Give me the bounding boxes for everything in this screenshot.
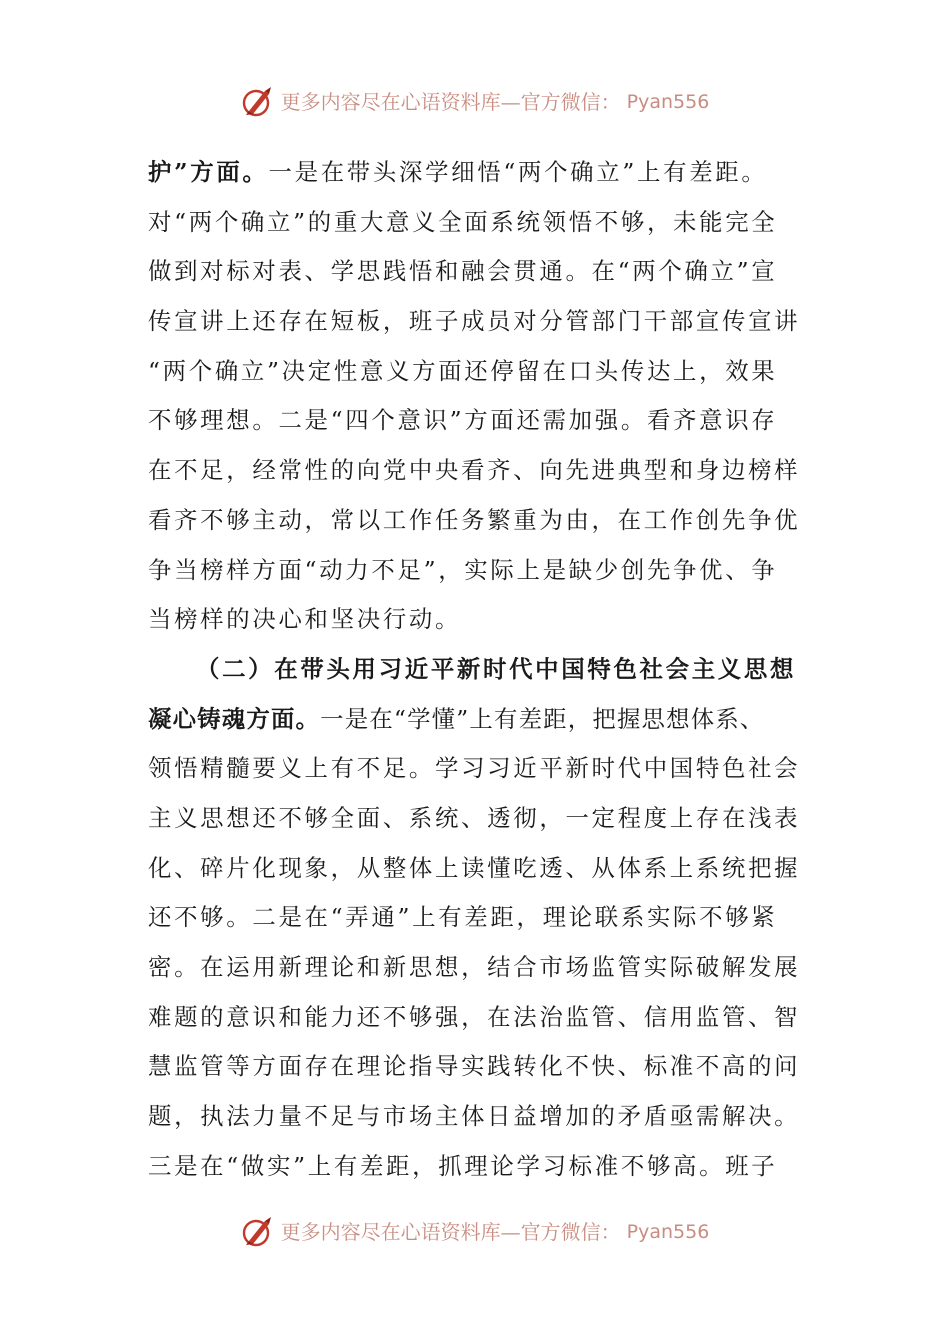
text-run: 化、碎片化现象，从整体上读懂吃透、从体系上系统把握 <box>148 853 801 882</box>
text-line <box>148 546 812 596</box>
text-run: 一是在“学懂”上有差距，把握思想体系、 <box>320 704 765 733</box>
text-line <box>148 297 812 347</box>
text-line <box>148 943 812 993</box>
text-run: 慧监管等方面存在理论指导实践转化不快、标准不高的问 <box>148 1052 801 1081</box>
watermark-wechat-id: Pyan556 <box>626 1221 710 1243</box>
text-run: 一是在带头深学细悟“两个确立”上有差距。 <box>268 158 768 186</box>
text-line <box>148 148 812 198</box>
text-run: 三是在“做实”上有差距，抓理论学习标准不够高。班子 <box>148 1151 778 1180</box>
pen-logo-icon <box>241 85 275 119</box>
watermark-header <box>0 82 950 122</box>
text-line <box>148 695 812 745</box>
text-run: 密。在运用新理论和新思想，结合市场监管实际破解发展 <box>148 953 801 981</box>
text-run: 还不够。二是在“弄通”上有差距，理论联系实际不够紧 <box>148 903 778 932</box>
text-run: 对“两个确立”的重大意义全面系统领悟不够，未能完全 <box>148 207 778 236</box>
text-line <box>148 247 812 297</box>
section-heading: （二）在带头用习近平新时代中国特色社会主义思想 <box>196 654 797 683</box>
text-line <box>148 1042 812 1092</box>
text-line <box>148 844 812 894</box>
text-line <box>148 893 812 943</box>
text-run: 不够理想。二是“四个意识”方面还需加强。看齐意识存 <box>148 406 778 435</box>
text-line <box>148 446 812 496</box>
text-run: 争当榜样方面“动力不足”，实际上是缺少创先争优、争 <box>148 555 778 584</box>
text-line <box>148 496 812 546</box>
bold-run: 护”方面。 <box>148 158 269 186</box>
text-line <box>148 794 812 844</box>
text-line <box>148 1092 812 1142</box>
text-line <box>148 595 812 645</box>
text-line <box>148 396 812 446</box>
text-line <box>148 347 812 397</box>
text-line <box>148 198 812 248</box>
text-run: 难题的意识和能力还不够强，在法治监管、信用监管、智 <box>148 1002 801 1031</box>
text-run: 做到对标对表、学思践悟和融会贯通。在“两个确立”宣 <box>148 257 778 286</box>
text-run: 传宣讲上还存在短板，班子成员对分管部门干部宣传宣讲 <box>148 307 801 336</box>
text-line <box>148 1142 812 1192</box>
watermark-text: 更多内容尽在心语资料库—官方微信： <box>280 90 621 114</box>
bold-run: 凝心铸魂方面。 <box>148 704 321 733</box>
watermark-wechat-id: Pyan556 <box>626 91 710 113</box>
text-run: 主义思想还不够全面、系统、透彻，一定程度上存在浅表 <box>148 803 801 832</box>
text-run: 领悟精髓要义上有不足。学习习近平新时代中国特色社会 <box>148 754 801 783</box>
pen-logo-icon <box>241 1215 275 1249</box>
document-body <box>148 148 812 1191</box>
text-run: 在不足，经常性的向党中央看齐、向先进典型和身边榜样 <box>148 456 801 485</box>
text-line <box>148 744 812 794</box>
watermark-footer <box>0 1212 950 1252</box>
text-run: “两个确立”决定性意义方面还停留在口头传达上，效果 <box>148 356 778 385</box>
text-run: 当榜样的决心和坚决行动。 <box>148 605 462 634</box>
text-run: 题，执法力量不足与市场主体日益增加的矛盾亟需解决。 <box>148 1102 801 1131</box>
text-run: 看齐不够主动，常以工作任务繁重为由，在工作创先争优 <box>148 505 801 534</box>
section-heading-line <box>148 645 812 695</box>
watermark-text: 更多内容尽在心语资料库—官方微信： <box>280 1220 621 1244</box>
text-line <box>148 993 812 1043</box>
